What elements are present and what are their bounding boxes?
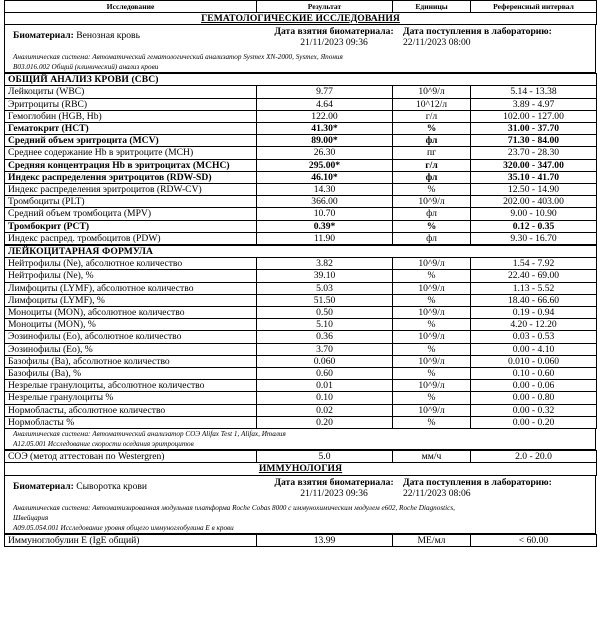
test-result: 0.50 xyxy=(257,307,393,319)
test-result: 366.00 xyxy=(257,196,393,208)
test-name: Эритроциты (RBC) xyxy=(5,98,257,110)
date-received xyxy=(403,477,552,499)
esr-analyzer-note: Аналитическая система: Автоматический анализатор СОЭ Alifax Test 1, Alifax, Италия xyxy=(13,430,286,439)
test-result: 0.060 xyxy=(257,355,393,367)
test-name: Нормобласты % xyxy=(5,416,257,428)
test-ref: 0.10 - 0.60 xyxy=(471,368,597,380)
test-units: 10^9/л xyxy=(393,86,471,98)
test-units: фл xyxy=(393,171,471,183)
test-ref: 202.00 - 403.00 xyxy=(471,196,597,208)
test-ref: 3.89 - 4.97 xyxy=(471,98,597,110)
hematology-info xyxy=(4,25,596,73)
test-units: % xyxy=(393,123,471,135)
test-name: Нейтрофилы (Ne), абсолютное количество xyxy=(5,258,257,270)
test-ref: 320.00 - 347.00 xyxy=(471,159,597,171)
test-result: 4.64 xyxy=(257,98,393,110)
test-units: % xyxy=(393,343,471,355)
lab-report xyxy=(4,0,596,547)
test-units: МЕ/мл xyxy=(393,534,471,546)
test-name: Тромбокрит (PCT) xyxy=(5,220,257,232)
esr-info xyxy=(4,429,596,450)
test-units: % xyxy=(393,368,471,380)
test-name: Средняя концентрация Hb в эритроцитах (MCHC) xyxy=(5,159,257,171)
section-row xyxy=(5,74,597,86)
test-name: Средний объем эритроцита (MCV) xyxy=(5,135,257,147)
test-name: Моноциты (MON), абсолютное количество xyxy=(5,307,257,319)
test-result: 13.99 xyxy=(257,534,393,546)
table-row xyxy=(5,307,597,319)
header-test: Исследование xyxy=(5,1,257,13)
test-result: 5.0 xyxy=(257,451,393,463)
test-units: % xyxy=(393,184,471,196)
test-result: 46.10* xyxy=(257,171,393,183)
test-result: 3.70 xyxy=(257,343,393,355)
date-received-label: Дата поступления в лабораторию: xyxy=(403,476,552,488)
test-ref: 1.13 - 5.52 xyxy=(471,282,597,294)
test-result: 3.82 xyxy=(257,258,393,270)
date-received xyxy=(403,26,552,48)
test-result: 0.10 xyxy=(257,392,393,404)
test-result: 9.77 xyxy=(257,86,393,98)
test-result: 0.36 xyxy=(257,331,393,343)
table-row xyxy=(5,110,597,122)
test-result: 26.30 xyxy=(257,147,393,159)
date-taken xyxy=(259,477,409,499)
test-ref: 31.00 - 37.70 xyxy=(471,123,597,135)
ige-table xyxy=(4,534,597,547)
test-name: Эозинофилы (Eo), абсолютное количество xyxy=(5,331,257,343)
test-ref: 9.00 - 10.90 xyxy=(471,208,597,220)
test-result: 0.01 xyxy=(257,380,393,392)
table-row xyxy=(5,282,597,294)
test-ref: 2.0 - 20.0 xyxy=(471,451,597,463)
date-taken-value: 21/11/2023 09:36 xyxy=(300,37,368,49)
test-result: 295.00* xyxy=(257,159,393,171)
biomaterial-label: Биоматериал: xyxy=(13,30,74,42)
table-row xyxy=(5,208,597,220)
test-name: Индекс распред. тромбоцитов (PDW) xyxy=(5,232,257,244)
cbc-table xyxy=(4,73,597,245)
section-row xyxy=(5,246,597,258)
test-name: Базофилы (Ba), абсолютное количество xyxy=(5,355,257,367)
table-row xyxy=(5,319,597,331)
test-name: Среднее содержание Hb в эритроците (MCH) xyxy=(5,147,257,159)
header-units: Единицы xyxy=(393,1,471,13)
diff-table xyxy=(4,245,597,429)
date-taken xyxy=(259,26,409,48)
test-units: % xyxy=(393,416,471,428)
test-units: % xyxy=(393,220,471,232)
table-row xyxy=(5,159,597,171)
test-units: фл xyxy=(393,208,471,220)
date-taken-label: Дата взятия биоматериала: xyxy=(274,476,394,488)
test-units: % xyxy=(393,270,471,282)
test-ref: 35.10 - 41.70 xyxy=(471,171,597,183)
test-name: Эозинофилы (Eo), % xyxy=(5,343,257,355)
esr-table xyxy=(4,450,597,475)
table-row xyxy=(5,258,597,270)
test-result: 0.20 xyxy=(257,416,393,428)
table-row xyxy=(5,380,597,392)
test-result: 5.03 xyxy=(257,282,393,294)
biomaterial xyxy=(13,481,147,492)
test-ref: 12.50 - 14.90 xyxy=(471,184,597,196)
test-code-note: A09.05.054.001 Исследование уровня общего иммуноглобулина E в крови xyxy=(13,523,234,532)
test-units: 10^9/л xyxy=(393,404,471,416)
test-units: г/л xyxy=(393,110,471,122)
test-ref: 71.30 - 84.00 xyxy=(471,135,597,147)
test-ref: 0.00 - 0.80 xyxy=(471,392,597,404)
test-result: 39.10 xyxy=(257,270,393,282)
date-received-value: 22/11/2023 08:06 xyxy=(403,487,471,499)
table-row xyxy=(5,331,597,343)
diff-title: ЛЕЙКОЦИТАРНАЯ ФОРМУЛА xyxy=(5,246,597,258)
table-row xyxy=(5,98,597,110)
test-code-note: B03.016.002 Общий (клинический) анализ крови xyxy=(13,63,159,72)
table-row xyxy=(5,270,597,282)
test-name: Нейтрофилы (Ne), % xyxy=(5,270,257,282)
test-ref: 0.12 - 0.35 xyxy=(471,220,597,232)
test-name: Индекс распределения эритроцитов (RDW-CV) xyxy=(5,184,257,196)
test-name: Лимфоциты (LYMF), % xyxy=(5,294,257,306)
test-units: % xyxy=(393,294,471,306)
test-result: 41.30* xyxy=(257,123,393,135)
test-result: 122.00 xyxy=(257,110,393,122)
test-ref: 9.30 - 16.70 xyxy=(471,232,597,244)
test-ref: 0.03 - 0.53 xyxy=(471,331,597,343)
test-result: 11.90 xyxy=(257,232,393,244)
table-row xyxy=(5,196,597,208)
test-units: 10^9/л xyxy=(393,380,471,392)
hematology-title: ГЕМАТОЛОГИЧЕСКИЕ ИССЛЕДОВАНИЯ xyxy=(5,13,597,25)
test-name: Моноциты (MON), % xyxy=(5,319,257,331)
table-row xyxy=(5,123,597,135)
section-title-row xyxy=(5,13,597,25)
test-name: Базофилы (Ba), % xyxy=(5,368,257,380)
test-units: мм/ч xyxy=(393,451,471,463)
test-name: Нормобласты, абсолютное количество xyxy=(5,404,257,416)
table-row xyxy=(5,534,597,546)
header-result: Результат xyxy=(257,1,393,13)
test-result: 14.30 xyxy=(257,184,393,196)
section-title-row xyxy=(5,463,597,475)
table-row xyxy=(5,416,597,428)
immunology-info xyxy=(4,476,596,534)
table-row xyxy=(5,451,597,463)
table-row xyxy=(5,220,597,232)
test-ref: 22.40 - 69.00 xyxy=(471,270,597,282)
test-ref: 0.00 - 0.20 xyxy=(471,416,597,428)
date-received-value: 22/11/2023 08:00 xyxy=(403,37,471,49)
test-units: 10^9/л xyxy=(393,258,471,270)
test-name: Незрелые гранулоциты, абсолютное количество xyxy=(5,380,257,392)
test-ref: 5.14 - 13.38 xyxy=(471,86,597,98)
test-name: Гематокрит (HCT) xyxy=(5,123,257,135)
test-ref: 0.010 - 0.060 xyxy=(471,355,597,367)
analyzer-note: Аналитическая система: Автоматический гематологический анализатор Sysmex XN-2000, Sysmex, Япония xyxy=(13,53,343,62)
test-units: 10^9/л xyxy=(393,355,471,367)
biomaterial xyxy=(13,30,140,41)
table-row xyxy=(5,368,597,380)
test-ref: 0.00 - 0.06 xyxy=(471,380,597,392)
table-row xyxy=(5,355,597,367)
test-ref: 1.54 - 7.92 xyxy=(471,258,597,270)
header-ref: Референсный интервал xyxy=(471,1,597,13)
test-result: 0.39* xyxy=(257,220,393,232)
table-row xyxy=(5,404,597,416)
table-row xyxy=(5,135,597,147)
esr-code-note: A12.05.001 Исследование скорости оседания эритроцитов xyxy=(13,440,194,449)
hematology-table xyxy=(4,0,597,25)
test-name: Незрелые гранулоциты % xyxy=(5,392,257,404)
test-units: 10^9/л xyxy=(393,282,471,294)
test-name: Средний объем тромбоцита (MPV) xyxy=(5,208,257,220)
immunology-title: ИММУНОЛОГИЯ xyxy=(5,463,597,475)
test-name: Иммуноглобулин E (IgE общий) xyxy=(5,534,257,546)
test-result: 0.02 xyxy=(257,404,393,416)
date-received-label: Дата поступления в лабораторию: xyxy=(403,26,552,38)
test-ref: < 60.00 xyxy=(471,534,597,546)
test-units: фл xyxy=(393,232,471,244)
test-ref: 102.00 - 127.00 xyxy=(471,110,597,122)
table-row xyxy=(5,232,597,244)
test-units: % xyxy=(393,319,471,331)
test-ref: 23.70 - 28.30 xyxy=(471,147,597,159)
test-units: 10^12/л xyxy=(393,98,471,110)
date-taken-value: 21/11/2023 09:36 xyxy=(300,487,368,499)
test-units: 10^9/л xyxy=(393,307,471,319)
test-ref: 0.00 - 4.10 xyxy=(471,343,597,355)
cbc-title: ОБЩИЙ АНАЛИЗ КРОВИ (CBC) xyxy=(5,74,597,86)
test-result: 89.00* xyxy=(257,135,393,147)
test-units: 10^9/л xyxy=(393,331,471,343)
test-name: Индекс распределения эритроцитов (RDW-SD) xyxy=(5,171,257,183)
test-units: % xyxy=(393,392,471,404)
test-result: 51.50 xyxy=(257,294,393,306)
table-row xyxy=(5,86,597,98)
test-units: 10^9/л xyxy=(393,196,471,208)
test-name: Гемоглобин (HGB, Hb) xyxy=(5,110,257,122)
analyzer-note: Аналитическая система: Автоматизированная модульная платформа Roche Cobas 8000 с иммунохимическим модулем e602, Roche Diagnostics, xyxy=(13,503,455,512)
test-name: Лимфоциты (LYMF), абсолютное количество xyxy=(5,282,257,294)
biomaterial-label: Биоматериал: xyxy=(13,480,74,492)
test-result: 10.70 xyxy=(257,208,393,220)
table-row xyxy=(5,294,597,306)
test-ref: 0.19 - 0.94 xyxy=(471,307,597,319)
table-row xyxy=(5,343,597,355)
test-result: 5.10 xyxy=(257,319,393,331)
table-row xyxy=(5,147,597,159)
test-ref: 0.00 - 0.32 xyxy=(471,404,597,416)
test-result: 0.60 xyxy=(257,368,393,380)
header-row xyxy=(5,1,597,13)
test-name: Тромбоциты (PLT) xyxy=(5,196,257,208)
test-units: фл xyxy=(393,135,471,147)
test-name: СОЭ (метод аттестован по Westergren) xyxy=(5,451,257,463)
test-ref: 18.40 - 66.60 xyxy=(471,294,597,306)
test-units: пг xyxy=(393,147,471,159)
test-units: г/л xyxy=(393,159,471,171)
biomaterial-value: Венозная кровь xyxy=(76,30,140,42)
table-row xyxy=(5,184,597,196)
table-row xyxy=(5,392,597,404)
date-taken-label: Дата взятия биоматериала: xyxy=(274,26,394,38)
test-ref: 4.20 - 12.20 xyxy=(471,319,597,331)
table-row xyxy=(5,171,597,183)
analyzer-note-continued: Швейцария xyxy=(13,513,49,522)
biomaterial-value: Сыворотка крови xyxy=(76,480,148,492)
test-name: Лейкоциты (WBC) xyxy=(5,86,257,98)
